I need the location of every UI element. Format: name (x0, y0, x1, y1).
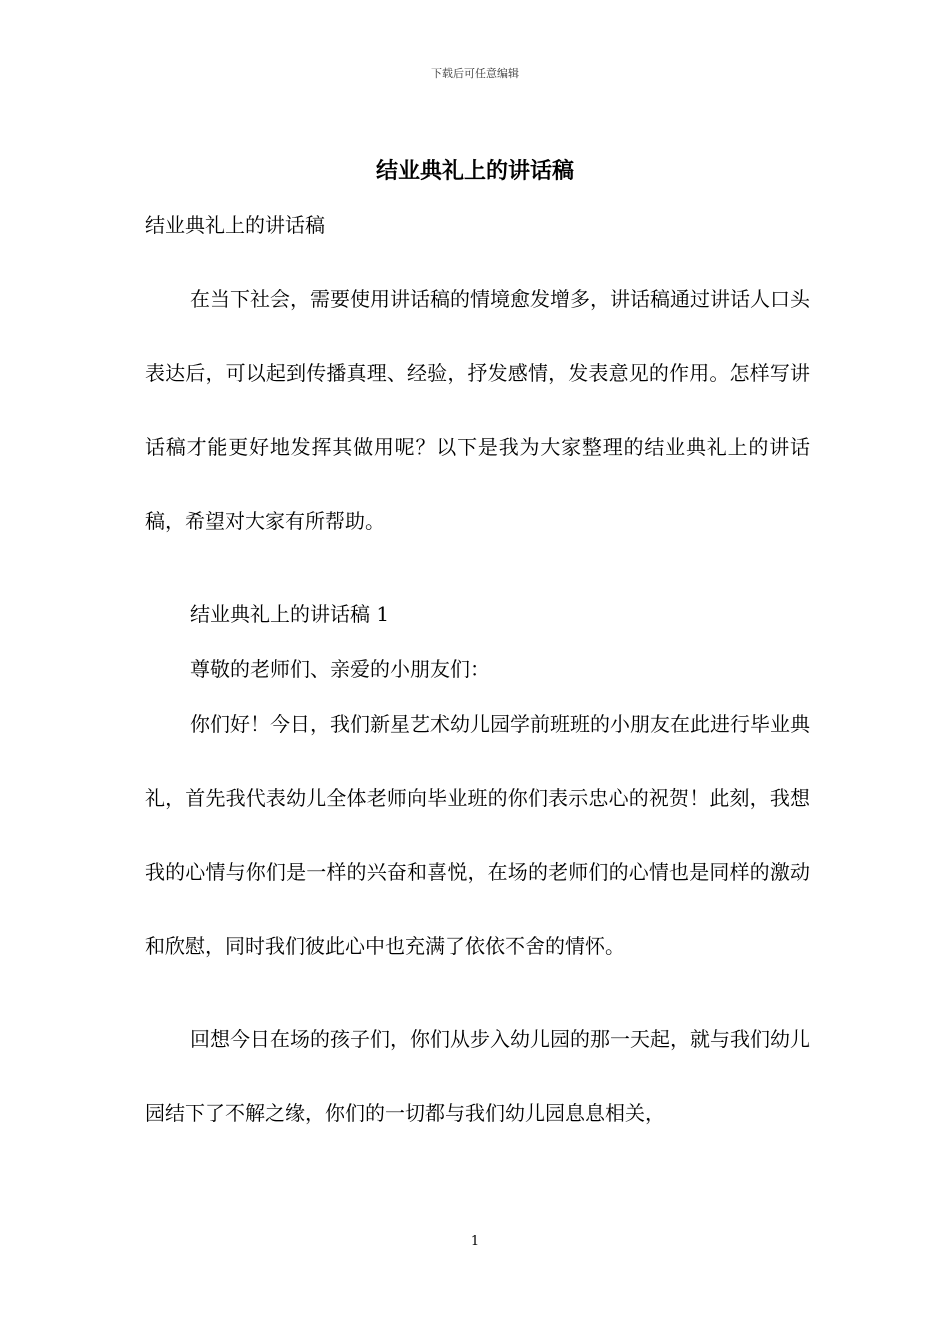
body-paragraph-2: 回想今日在场的孩子们，你们从步入幼儿园的那一天起，就与我们幼儿园结下了不解之缘，你们的一切都与我们幼儿园息息相关， (145, 1027, 810, 1125)
body-paragraph-1: 你们好！今日，我们新星艺术幼儿园学前班班的小朋友在此进行毕业典礼，首先我代表幼儿全体老师向毕业班的你们表示忠心的祝贺！此刻，我想我的心情与你们是一样的兴奋和喜悦，在场的老师们的心情也是同样的激动和欣慰，同时我们彼此心中也充满了依依不舍的情怀。 (145, 712, 810, 958)
document-title: 结业典礼上的讲话稿 (375, 158, 574, 184)
intro-paragraph: 在当下社会，需要使用讲话稿的情境愈发增多，讲话稿通过讲话人口头表达后，可以起到传播真理、经验，抒发感情，发表意见的作用。怎样写讲话稿才能更好地发挥其做用呢？以下是我为大家整理的结业典礼上的讲话稿，希望对大家有所帮助。 (145, 287, 810, 533)
document-subtitle: 结业典礼上的讲话稿 (145, 213, 325, 237)
page-number: 1 (470, 1234, 480, 1249)
salutation: 尊敬的老师们、亲爱的小朋友们： (190, 657, 490, 681)
section-heading: 结业典礼上的讲话稿 1 (190, 602, 390, 626)
header-note: 下载后可任意编辑 (431, 67, 519, 80)
document-body (145, 207, 810, 1188)
